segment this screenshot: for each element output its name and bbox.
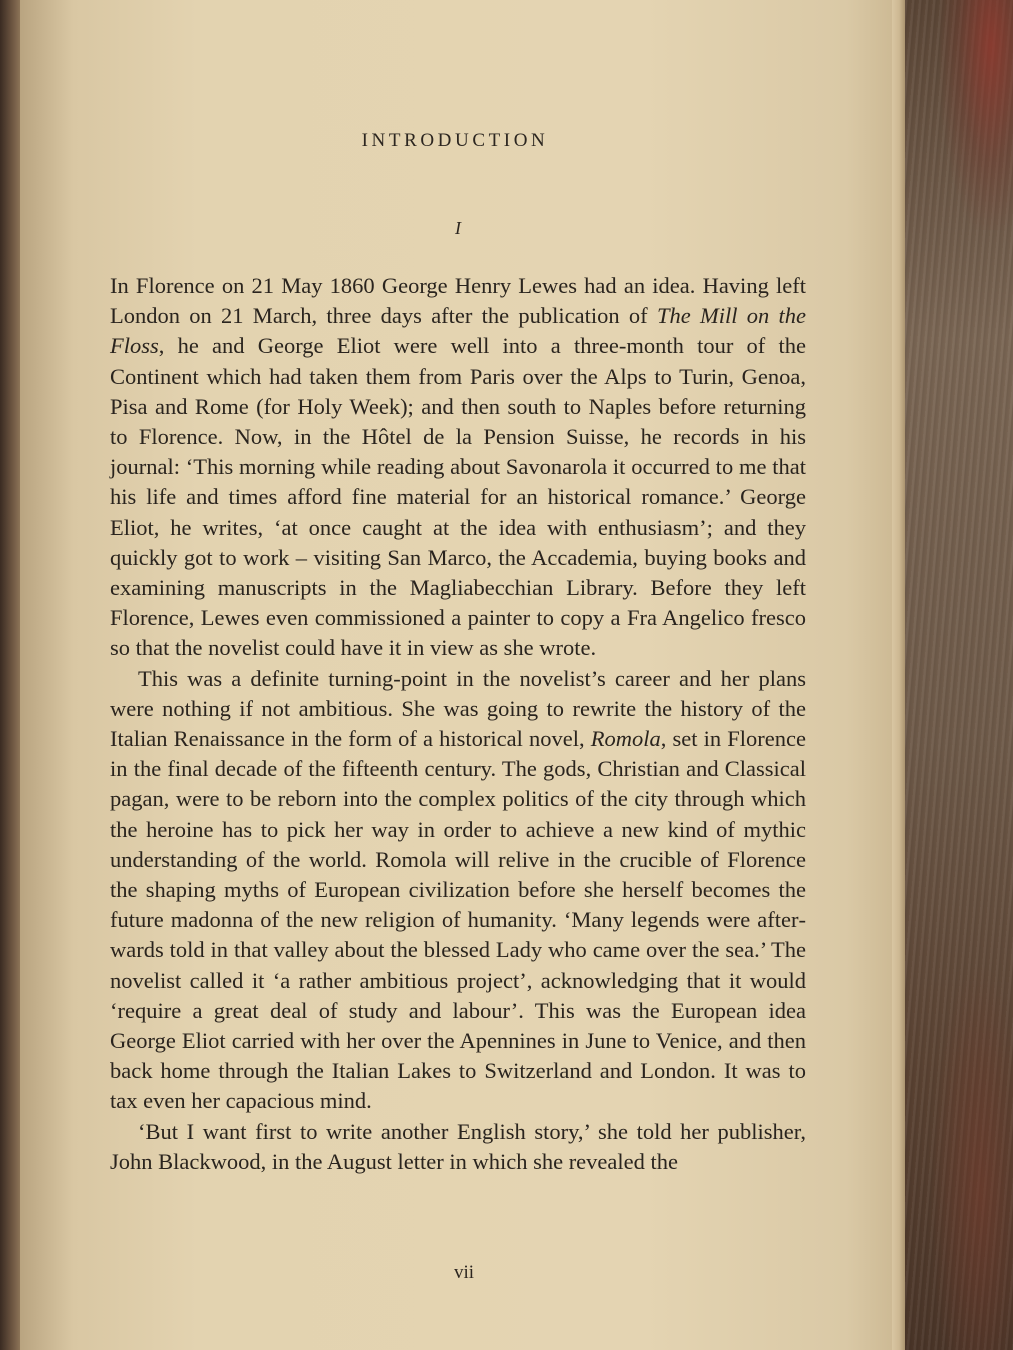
wood-stain [940, 0, 1013, 230]
section-number: I [455, 218, 461, 238]
paragraph-1-text-a: In Florence on 21 May 1860 George Henry Lewes had an idea. Having left London on 21 March, three days after the publication of [110, 273, 806, 329]
chapter-heading: INTRODUCTION [361, 130, 549, 151]
paragraph-1 [110, 271, 806, 664]
book-title-romola: Romola [590, 726, 661, 752]
paragraph-1-text-b: , he and George Eliot were well into a three-month tour of the Continent which had taken them from Paris over the Alps to Turin, Genoa, Pisa and Rome (for Holy Week); and then south to Naples before returning to Florence. Now, in the Hôtel de la Pension Suisse, he records in his journal: ‘This morning while reading about Savonarola it occurred to me that his life and times afford fine material for an historical romance.’ George Eliot, he writes, ‘at once caught at the idea with enthusiasm’; and they quickly got to work – visiting San Marco, the Accademia, buying books and examining manuscripts in the Magliabecchian Library. Before they left Florence, Lewes even commissioned a painter to copy a Fra Angelico fresco so that the novelist could have it in view as she wrote. [110, 333, 806, 661]
body-text [110, 271, 806, 1177]
paragraph-2 [110, 664, 806, 1117]
paragraph-3: ‘But I want first to write another English story,’ she told her publisher, John Blackwood, in the August letter in which she revealed the [110, 1118, 806, 1174]
wood-stain-lower [930, 960, 1013, 1350]
page-number: vii [453, 1262, 475, 1283]
book-title-mill-on-the-floss: The Mill on the Floss [110, 303, 807, 359]
paragraph-2-text-b: , set in Florence in the final decade of the fifteenth century. The gods, Christian and Classical pagan, were to be reborn into the complex politics of the city through which the heroine has to pick her way in order to achieve a new kind of mythic understanding of the world. Romola will relive in the crucible of Florence the shaping myths of European civilization before she herself becomes the future madonna of the new religion of humanity. ‘Many legends were afterwards told in that valley about the blessed Lady who came over the sea.’ The novelist called it ‘a rather ambitious project’, acknowledging that it would ‘require a great deal of study and labour’. This was the European idea George Eliot carried with her over the Apennines in June to Venice, and then back home through the Italian Lakes to Switzerland and London. It was to tax even her capacious mind. [110, 726, 806, 1114]
paragraph-2-text-a: This was a definite turning-point in the novelist’s career and her plans were nothing if not ambitious. She was going to rewrite the history of the Italian Renaissance in the form of a historical novel, [110, 665, 806, 752]
